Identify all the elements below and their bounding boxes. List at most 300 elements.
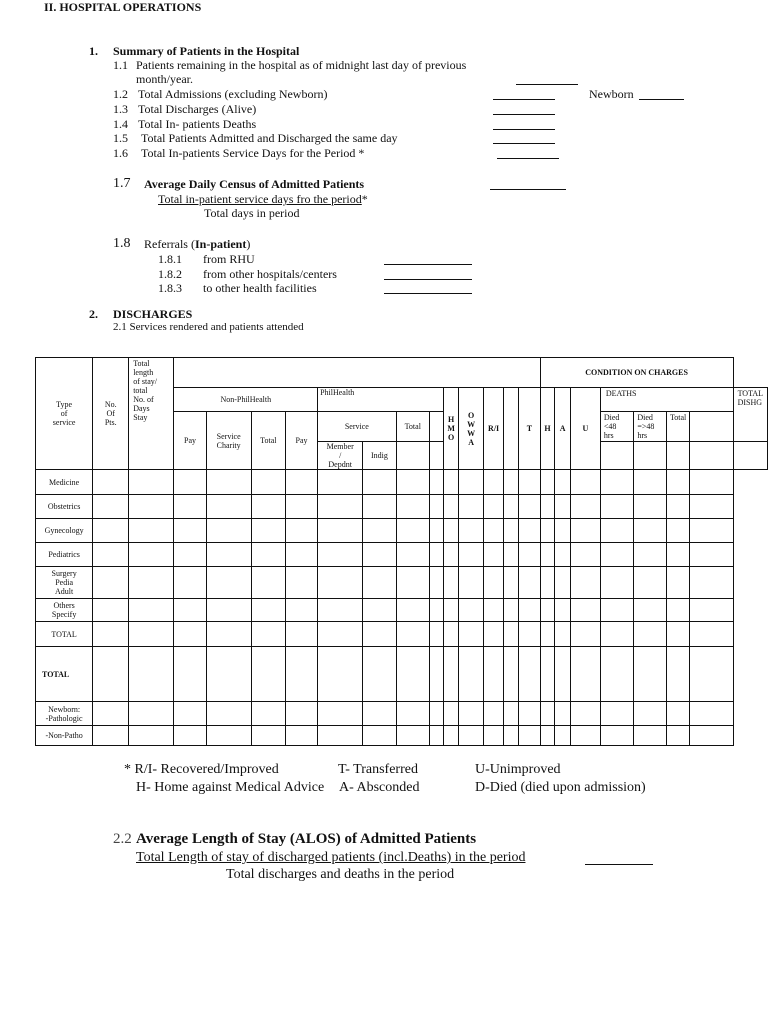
item-1-8-3-label: to other health facilities — [203, 281, 317, 295]
type-of-service-header: Type of service — [36, 358, 93, 470]
data-cell[interactable] — [429, 702, 443, 726]
data-cell[interactable] — [93, 647, 129, 702]
died-lt48-header: Died <48 hrs — [600, 412, 634, 442]
data-cell[interactable] — [429, 470, 443, 495]
data-cell[interactable] — [634, 622, 667, 647]
data-cell[interactable] — [459, 702, 484, 726]
data-cell[interactable] — [174, 543, 206, 567]
data-cell[interactable] — [206, 519, 251, 543]
data-cell[interactable] — [519, 470, 540, 495]
section-title: II. HOSPITAL OPERATIONS — [44, 0, 202, 14]
data-cell[interactable] — [503, 622, 518, 647]
data-cell[interactable] — [251, 726, 285, 746]
data-cell[interactable] — [519, 622, 540, 647]
blank-1-1[interactable] — [516, 84, 578, 85]
data-cell[interactable] — [396, 647, 429, 702]
data-cell[interactable] — [174, 599, 206, 622]
data-cell[interactable] — [570, 495, 600, 519]
data-cell[interactable] — [285, 647, 317, 702]
data-cell[interactable] — [129, 622, 174, 647]
ph-pay-header: Pay — [285, 412, 317, 470]
data-cell[interactable] — [634, 543, 667, 567]
item-1-2-label: Total Admissions (excluding Newborn) — [138, 87, 328, 101]
data-cell[interactable] — [666, 726, 689, 746]
item-1-4-label: Total In- patients Deaths — [138, 117, 257, 131]
data-cell[interactable] — [429, 726, 443, 746]
data-cell[interactable] — [540, 470, 555, 495]
data-cell[interactable] — [484, 622, 504, 647]
data-cell[interactable] — [570, 599, 600, 622]
data-cell[interactable] — [570, 647, 600, 702]
blank-1-3[interactable] — [493, 114, 555, 115]
data-cell[interactable] — [666, 567, 689, 599]
data-cell[interactable] — [174, 567, 206, 599]
data-cell[interactable] — [363, 543, 396, 567]
data-cell[interactable] — [444, 495, 459, 519]
data-cell[interactable] — [285, 519, 317, 543]
data-cell[interactable] — [600, 567, 634, 599]
data-cell[interactable] — [206, 622, 251, 647]
data-cell[interactable] — [174, 470, 206, 495]
data-cell[interactable] — [484, 647, 504, 702]
item-1-6-label: Total In-patients Service Days for the Period * — [141, 146, 365, 160]
data-cell[interactable] — [396, 495, 429, 519]
row-label: TOTAL — [36, 622, 93, 647]
data-cell[interactable] — [634, 726, 667, 746]
data-cell[interactable] — [444, 622, 459, 647]
data-cell[interactable] — [318, 599, 363, 622]
data-cell[interactable] — [690, 599, 733, 622]
data-cell[interactable] — [93, 519, 129, 543]
blank-1-8-2[interactable] — [384, 279, 472, 280]
data-cell[interactable] — [634, 599, 667, 622]
data-cell[interactable] — [206, 726, 251, 746]
data-cell[interactable] — [318, 567, 363, 599]
data-cell[interactable] — [396, 543, 429, 567]
top-blank-header — [174, 358, 540, 388]
data-cell[interactable] — [540, 702, 555, 726]
data-cell[interactable] — [206, 543, 251, 567]
blank-1-2[interactable] — [493, 99, 555, 100]
data-cell[interactable] — [396, 599, 429, 622]
data-cell[interactable] — [484, 543, 504, 567]
data-cell[interactable] — [363, 622, 396, 647]
data-cell[interactable] — [600, 702, 634, 726]
data-cell[interactable] — [444, 470, 459, 495]
data-cell[interactable] — [555, 470, 571, 495]
data-cell[interactable] — [206, 599, 251, 622]
data-cell[interactable] — [600, 543, 634, 567]
data-cell[interactable] — [174, 495, 206, 519]
data-cell[interactable] — [634, 470, 667, 495]
data-cell[interactable] — [206, 567, 251, 599]
data-cell[interactable] — [555, 599, 571, 622]
item-1-3-number: 1.3 — [113, 102, 128, 116]
data-cell[interactable] — [318, 702, 363, 726]
no-of-pts-header: No. Of Pts. — [93, 358, 129, 470]
data-cell[interactable] — [129, 647, 174, 702]
data-cell[interactable] — [429, 599, 443, 622]
table-row — [36, 543, 768, 567]
data-cell[interactable] — [206, 470, 251, 495]
data-cell[interactable] — [93, 622, 129, 647]
table-row — [36, 567, 768, 599]
data-cell[interactable] — [519, 726, 540, 746]
data-cell[interactable] — [634, 647, 667, 702]
table-row — [36, 599, 768, 622]
data-cell[interactable] — [318, 647, 363, 702]
blank-1-5[interactable] — [493, 143, 555, 144]
data-cell[interactable] — [206, 702, 251, 726]
data-cell[interactable] — [459, 599, 484, 622]
data-cell[interactable] — [444, 726, 459, 746]
data-cell[interactable] — [459, 470, 484, 495]
item-1-8-1-label: from RHU — [203, 252, 255, 266]
total-dischg-header: TOTAL DISHG — [733, 388, 767, 442]
data-cell[interactable] — [555, 726, 571, 746]
data-cell[interactable] — [634, 567, 667, 599]
item-1-8-2-number: 1.8.2 — [158, 267, 182, 281]
data-cell[interactable] — [93, 543, 129, 567]
ph-service-header: Service — [318, 412, 397, 442]
data-cell[interactable] — [666, 543, 689, 567]
data-cell[interactable] — [93, 599, 129, 622]
data-cell[interactable] — [555, 622, 571, 647]
data-cell[interactable] — [540, 647, 555, 702]
data-cell[interactable] — [570, 622, 600, 647]
s2-sub: 2.1 Services rendered and patients attended — [113, 321, 304, 333]
data-cell[interactable] — [206, 647, 251, 702]
data-cell[interactable] — [459, 622, 484, 647]
data-cell[interactable] — [429, 567, 443, 599]
data-cell[interactable] — [690, 519, 733, 543]
owwa-header: O W W A — [459, 388, 484, 470]
data-cell[interactable] — [555, 543, 571, 567]
data-cell[interactable] — [519, 519, 540, 543]
data-cell[interactable] — [459, 519, 484, 543]
data-cell[interactable] — [93, 726, 129, 746]
s22-numerator: Total Length of stay of discharged patients (incl.Deaths) in the period — [136, 850, 526, 865]
data-cell[interactable] — [666, 470, 689, 495]
s17-number: 1.7 — [113, 176, 131, 191]
data-cell[interactable] — [540, 519, 555, 543]
data-cell[interactable] — [503, 470, 518, 495]
data-cell[interactable] — [318, 470, 363, 495]
data-cell[interactable] — [600, 726, 634, 746]
data-cell[interactable] — [129, 470, 174, 495]
data-cell[interactable] — [503, 702, 518, 726]
item-1-1-label-cont: month/year. — [136, 72, 193, 86]
t-header: T — [519, 388, 540, 470]
data-cell[interactable] — [540, 622, 555, 647]
data-cell[interactable] — [634, 519, 667, 543]
data-cell[interactable] — [459, 567, 484, 599]
data-cell[interactable] — [174, 647, 206, 702]
data-cell[interactable] — [666, 647, 689, 702]
data-cell[interactable] — [174, 519, 206, 543]
blank-2-2[interactable] — [585, 864, 653, 865]
data-cell[interactable] — [206, 495, 251, 519]
data-cell[interactable] — [484, 519, 504, 543]
non-ph-pay-header: Pay — [174, 412, 206, 470]
data-cell[interactable] — [555, 702, 571, 726]
data-cell[interactable] — [503, 599, 518, 622]
data-cell[interactable] — [634, 495, 667, 519]
data-cell[interactable] — [484, 702, 504, 726]
blank-col-header — [503, 388, 518, 470]
data-cell[interactable] — [174, 622, 206, 647]
data-cell[interactable] — [251, 599, 285, 622]
data-cell[interactable] — [251, 622, 285, 647]
data-cell[interactable] — [251, 519, 285, 543]
data-cell[interactable] — [285, 567, 317, 599]
blank-1-8-3[interactable] — [384, 293, 472, 294]
data-cell[interactable] — [429, 543, 443, 567]
data-cell[interactable] — [555, 519, 571, 543]
data-cell[interactable] — [570, 702, 600, 726]
item-1-3-label: Total Discharges (Alive) — [138, 102, 257, 116]
table-row — [36, 519, 768, 543]
data-cell[interactable] — [285, 599, 317, 622]
non-ph-total-header: Total — [251, 412, 285, 470]
s18-label: Referrals (In-patient) — [144, 237, 251, 251]
item-1-1-number: 1.1 — [113, 58, 128, 72]
data-cell[interactable] — [519, 702, 540, 726]
data-cell[interactable] — [540, 726, 555, 746]
data-cell[interactable] — [690, 702, 733, 726]
row-label: Surgery Pedia Adult — [36, 567, 93, 599]
data-cell[interactable] — [519, 495, 540, 519]
data-cell[interactable] — [540, 567, 555, 599]
data-cell[interactable] — [129, 702, 174, 726]
data-cell[interactable] — [285, 470, 317, 495]
data-cell[interactable] — [459, 647, 484, 702]
data-cell[interactable] — [459, 726, 484, 746]
data-cell[interactable] — [251, 647, 285, 702]
data-cell[interactable] — [666, 519, 689, 543]
data-cell[interactable] — [285, 495, 317, 519]
non-philhealth-header: Non-PhilHealth — [174, 388, 318, 412]
data-cell[interactable] — [519, 567, 540, 599]
data-cell[interactable] — [251, 543, 285, 567]
data-cell[interactable] — [540, 543, 555, 567]
legend-d: D-Died (died upon admission) — [475, 780, 646, 795]
data-cell[interactable] — [318, 543, 363, 567]
data-cell[interactable] — [251, 702, 285, 726]
data-cell[interactable] — [396, 567, 429, 599]
data-cell[interactable] — [503, 726, 518, 746]
data-cell[interactable] — [690, 647, 733, 702]
item-1-4-number: 1.4 — [113, 117, 128, 131]
data-cell[interactable] — [363, 726, 396, 746]
deaths-blank-header — [690, 412, 733, 442]
data-cell[interactable] — [129, 726, 174, 746]
data-cell[interactable] — [129, 567, 174, 599]
data-cell[interactable] — [429, 647, 443, 702]
blank-1-8-1[interactable] — [384, 264, 472, 265]
data-cell[interactable] — [129, 495, 174, 519]
s2-title: DISCHARGES — [113, 307, 193, 321]
data-cell[interactable] — [555, 647, 571, 702]
data-cell[interactable] — [444, 519, 459, 543]
data-cell[interactable] — [174, 726, 206, 746]
table-row — [36, 702, 768, 726]
hmo-header: H M O — [444, 388, 459, 470]
legend-a: A- Absconded — [339, 780, 420, 795]
data-cell[interactable] — [666, 495, 689, 519]
row-label: Obstetrics — [36, 495, 93, 519]
deaths-header: DEATHS — [600, 388, 733, 412]
data-cell[interactable] — [251, 470, 285, 495]
data-cell[interactable] — [690, 495, 733, 519]
data-cell[interactable] — [503, 543, 518, 567]
data-cell[interactable] — [570, 519, 600, 543]
data-cell[interactable] — [690, 726, 733, 746]
data-cell[interactable] — [459, 543, 484, 567]
data-cell[interactable] — [570, 726, 600, 746]
member-depdnt-header: Member / Depdnt — [318, 442, 363, 470]
deaths-total-header: Total — [666, 412, 689, 442]
s22-denominator: Total discharges and deaths in the period — [226, 867, 455, 882]
data-cell[interactable] — [444, 543, 459, 567]
data-cell[interactable] — [251, 567, 285, 599]
item-1-5-number: 1.5 — [113, 131, 128, 145]
s2-number: 2. — [89, 307, 98, 321]
s17-denominator: Total days in period — [204, 206, 300, 220]
data-cell[interactable] — [503, 495, 518, 519]
data-cell[interactable] — [129, 519, 174, 543]
ph-blank-header — [429, 412, 443, 442]
data-cell[interactable] — [600, 519, 634, 543]
data-cell[interactable] — [519, 647, 540, 702]
data-cell[interactable] — [570, 543, 600, 567]
data-cell[interactable] — [363, 702, 396, 726]
data-cell[interactable] — [318, 519, 363, 543]
data-cell[interactable] — [396, 622, 429, 647]
data-cell[interactable] — [600, 495, 634, 519]
item-1-6-number: 1.6 — [113, 146, 128, 160]
a-header: A — [555, 388, 571, 470]
row-label: Pediatrics — [36, 543, 93, 567]
data-cell[interactable] — [444, 702, 459, 726]
data-cell[interactable] — [666, 622, 689, 647]
data-cell[interactable] — [570, 567, 600, 599]
data-cell[interactable] — [396, 470, 429, 495]
data-cell[interactable] — [318, 726, 363, 746]
data-cell[interactable] — [555, 567, 571, 599]
data-cell[interactable] — [285, 543, 317, 567]
data-cell[interactable] — [363, 567, 396, 599]
data-cell[interactable] — [459, 495, 484, 519]
data-cell[interactable] — [444, 647, 459, 702]
data-cell[interactable] — [503, 519, 518, 543]
data-cell[interactable] — [363, 647, 396, 702]
s17-numerator: Total in-patient service days fro the period* — [158, 192, 368, 206]
data-cell[interactable] — [484, 495, 504, 519]
item-1-8-2-label: from other hospitals/centers — [203, 267, 337, 281]
ph-total-header: Total — [396, 412, 429, 442]
data-cell[interactable] — [503, 567, 518, 599]
data-cell[interactable] — [251, 495, 285, 519]
row-label: TOTAL — [36, 647, 93, 702]
data-cell[interactable] — [690, 622, 733, 647]
data-cell[interactable] — [363, 519, 396, 543]
data-cell[interactable] — [444, 599, 459, 622]
blank-1-7[interactable] — [490, 189, 566, 190]
data-cell[interactable] — [600, 470, 634, 495]
data-cell[interactable] — [634, 702, 667, 726]
data-cell[interactable] — [540, 599, 555, 622]
data-cell[interactable] — [484, 567, 504, 599]
data-cell[interactable] — [519, 599, 540, 622]
data-cell[interactable] — [429, 495, 443, 519]
table-row — [36, 495, 768, 519]
data-cell[interactable] — [690, 567, 733, 599]
data-cell[interactable] — [318, 495, 363, 519]
blank-1-4[interactable] — [493, 129, 555, 130]
data-cell[interactable] — [484, 470, 504, 495]
data-cell[interactable] — [690, 470, 733, 495]
data-cell[interactable] — [600, 599, 634, 622]
data-cell[interactable] — [129, 543, 174, 567]
data-cell[interactable] — [318, 622, 363, 647]
row-label: Others Specify — [36, 599, 93, 622]
data-cell[interactable] — [396, 702, 429, 726]
indig-header: Indig — [363, 442, 396, 470]
row-label: -Non-Patho — [36, 726, 93, 746]
data-cell[interactable] — [600, 647, 634, 702]
data-cell[interactable] — [690, 543, 733, 567]
newborn-label: Newborn — [589, 87, 634, 101]
data-cell[interactable] — [444, 567, 459, 599]
data-cell[interactable] — [93, 495, 129, 519]
data-cell[interactable] — [484, 599, 504, 622]
blank-newborn[interactable] — [639, 99, 684, 100]
data-cell[interactable] — [396, 726, 429, 746]
data-cell[interactable] — [666, 599, 689, 622]
item-1-8-3-number: 1.8.3 — [158, 281, 182, 295]
h-header: H — [540, 388, 555, 470]
data-cell[interactable] — [285, 622, 317, 647]
data-cell[interactable] — [396, 519, 429, 543]
data-cell[interactable] — [429, 622, 443, 647]
data-cell[interactable] — [93, 702, 129, 726]
data-cell[interactable] — [285, 702, 317, 726]
data-cell[interactable] — [429, 519, 443, 543]
legend-h: H- Home against Medical Advice — [136, 780, 325, 795]
philhealth-header: PhilHealth — [318, 388, 444, 412]
data-cell[interactable] — [484, 726, 504, 746]
data-cell[interactable] — [503, 647, 518, 702]
data-cell[interactable] — [540, 495, 555, 519]
data-cell[interactable] — [363, 495, 396, 519]
data-cell[interactable] — [363, 599, 396, 622]
died-ge48-header: Died =>48 hrs — [634, 412, 667, 442]
data-cell[interactable] — [666, 702, 689, 726]
data-cell[interactable] — [363, 470, 396, 495]
data-cell[interactable] — [174, 702, 206, 726]
data-cell[interactable] — [93, 567, 129, 599]
data-cell[interactable] — [285, 726, 317, 746]
data-cell[interactable] — [570, 470, 600, 495]
data-cell[interactable] — [93, 470, 129, 495]
data-cell[interactable] — [519, 543, 540, 567]
data-cell[interactable] — [129, 599, 174, 622]
data-cell[interactable] — [600, 622, 634, 647]
item-1-5-label: Total Patients Admitted and Discharged the same day — [141, 131, 398, 145]
blank-1-6[interactable] — [497, 158, 559, 159]
data-cell[interactable] — [555, 495, 571, 519]
